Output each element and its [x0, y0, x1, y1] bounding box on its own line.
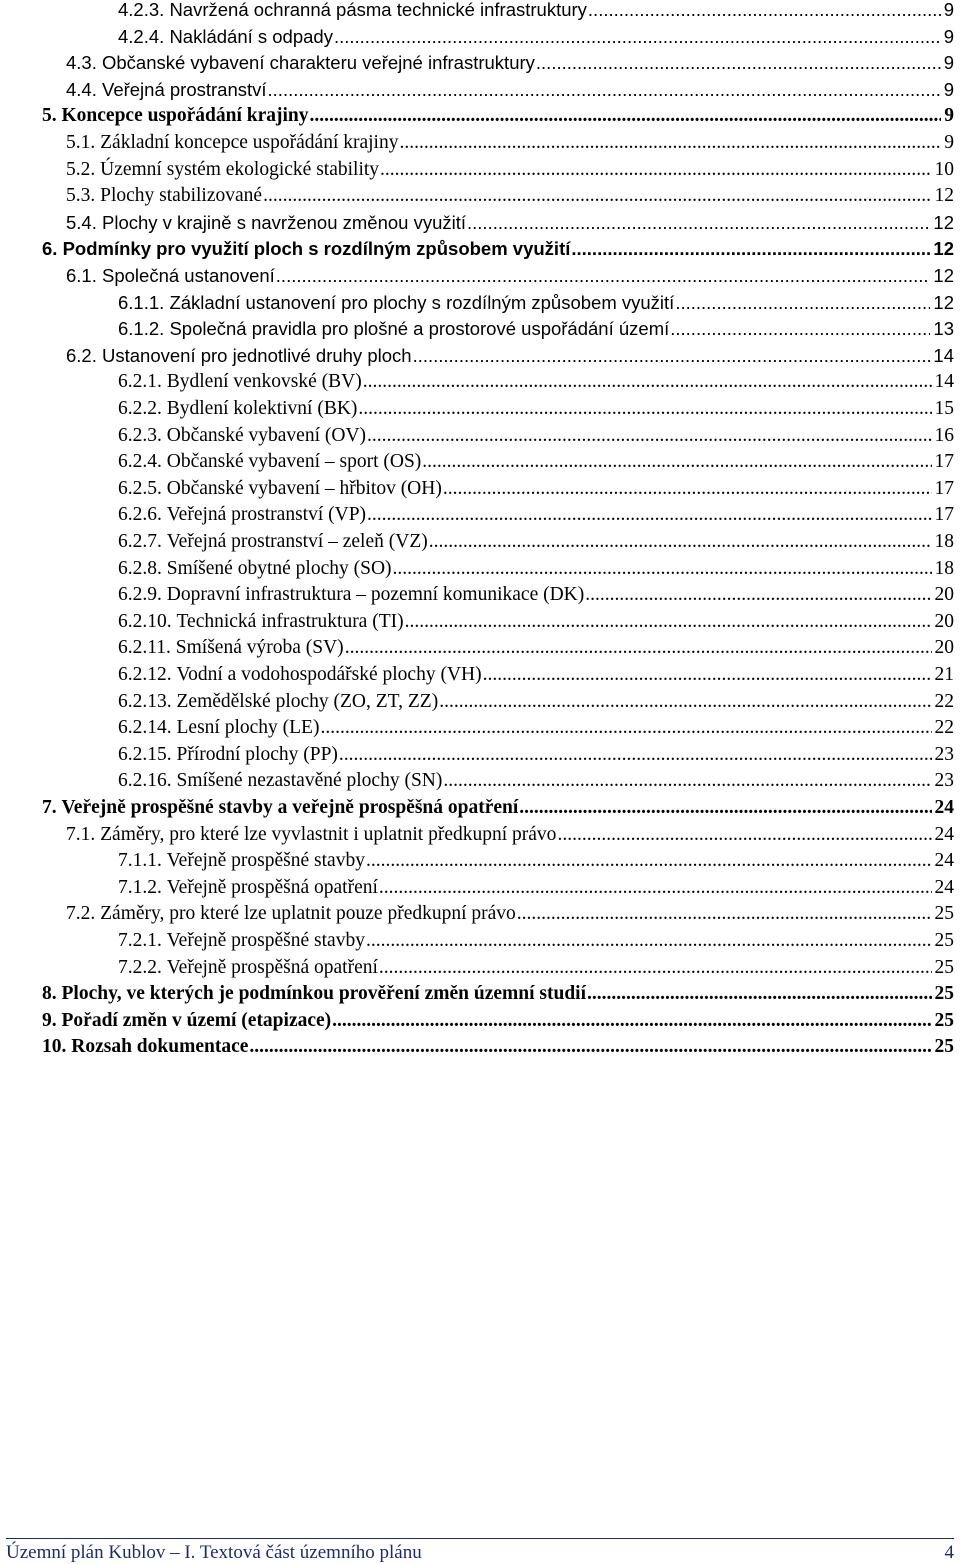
toc-entry-title: Lesní plochy (LE): [176, 717, 320, 739]
toc-entry-number: 6.2.2.: [118, 398, 167, 419]
toc-entry-page: 9: [944, 105, 954, 127]
toc-dot-leader: [334, 24, 941, 51]
toc-entry-number: 4.2.4.: [118, 25, 170, 47]
toc-entry-number: 4.2.3.: [118, 0, 170, 20]
toc-entry-page: 10: [934, 158, 954, 180]
toc-entry[interactable]: [0, 369, 960, 396]
toc-entry-page: 17: [934, 451, 954, 473]
toc-entry-page: 16: [934, 424, 954, 446]
toc-entry[interactable]: [0, 103, 960, 130]
toc-entry-page: 12: [933, 291, 954, 313]
toc-entry-number: 7.2.: [66, 903, 101, 925]
toc-entry[interactable]: [0, 901, 960, 928]
toc-entry-title: Občanské vybavení – hřbitov (OH): [166, 477, 442, 499]
toc-dot-leader: [405, 609, 932, 636]
toc-dot-leader: [367, 502, 931, 529]
toc-entry[interactable]: [0, 24, 960, 51]
toc-entry-number: 6.2.6.: [118, 504, 167, 526]
toc-entry-title: Veřejně prospěšná opatření: [166, 956, 378, 978]
toc-entry-page: 12: [934, 185, 954, 207]
toc-entry-title: Záměry, pro které lze uplatnit pouze předkupní právo: [100, 903, 516, 925]
toc-entry[interactable]: [0, 529, 960, 556]
toc-entry-page: 14: [934, 371, 954, 393]
toc-entry-title: Nakládání s odpady: [169, 25, 333, 47]
toc-dot-leader: [483, 662, 932, 689]
toc-entry[interactable]: [0, 582, 960, 609]
toc-entry-number: 6.2.1.: [118, 371, 167, 393]
toc-entry[interactable]: [0, 502, 960, 529]
toc-entry-page: 24: [934, 797, 954, 818]
toc-entry-page: 9: [943, 25, 954, 47]
toc-entry-page: 25: [934, 903, 954, 925]
toc-entry-number: 6.2.11.: [118, 637, 176, 659]
toc-entry[interactable]: [0, 183, 960, 210]
toc-entry-page: 25: [934, 930, 954, 951]
toc-dot-leader: [366, 848, 932, 875]
toc-dot-leader: [379, 955, 932, 982]
toc-entry-title: Rozsah dokumentace: [71, 1036, 249, 1058]
toc-dot-leader: [310, 103, 942, 130]
toc-entry[interactable]: [0, 715, 960, 742]
toc-entry[interactable]: [0, 316, 960, 343]
toc-entry-number: 6.2.14.: [118, 717, 177, 739]
toc-entry-title: Veřejně prospěšné stavby: [166, 930, 365, 951]
toc-entry-number: 6.: [42, 238, 63, 260]
toc-entry[interactable]: [0, 875, 960, 902]
toc-entry-number: 6.2.7.: [118, 531, 167, 552]
toc-entry[interactable]: [0, 130, 960, 157]
toc-entry-page: 18: [934, 557, 954, 579]
toc-entry-title: Smíšená výroba (SV): [175, 637, 344, 659]
page-footer: [0, 1536, 960, 1564]
footer-page-number: 4: [944, 1542, 954, 1563]
toc-entry-title: Koncepce uspořádání krajiny: [61, 105, 309, 127]
toc-entry-title: Občanské vybavení – sport (OS): [166, 451, 422, 473]
toc-entry-number: 6.2.5.: [118, 477, 167, 499]
toc-entry-number: 4.4.: [66, 78, 102, 100]
toc-dot-leader: [263, 183, 931, 210]
toc-entry-title: Smíšené nezastavěné plochy (SN): [176, 770, 443, 792]
toc-dot-leader: [379, 875, 932, 902]
toc-entry-number: 7.: [42, 797, 62, 818]
toc-entry-title: Navržená ochranná pásma technické infrastruktury: [169, 0, 587, 20]
toc-dot-leader: [332, 1008, 931, 1035]
toc-entry-number: 6.1.2.: [118, 318, 170, 340]
toc-entry-title: Občanské vybavení charakteru veřejné infrastruktury: [102, 52, 535, 74]
toc-entry-number: 6.2.12.: [118, 664, 177, 685]
toc-entry[interactable]: [0, 928, 960, 955]
toc-entry-number: 6.2.3.: [118, 424, 167, 446]
toc-entry-page: 20: [934, 637, 954, 659]
toc-dot-leader: [345, 635, 932, 662]
toc-entry[interactable]: [0, 236, 960, 263]
toc-entry-page: 25: [934, 1009, 954, 1031]
toc-entry-number: 6.2.9.: [118, 584, 167, 606]
toc-dot-leader: [339, 742, 932, 769]
toc-entry-number: 7.2.2.: [118, 956, 167, 978]
toc-entry-page: 13: [933, 318, 954, 340]
toc-entry-title: Občanské vybavení (OV): [166, 424, 367, 446]
toc-entry-number: 7.1.2.: [118, 876, 167, 898]
toc-dot-leader: [367, 423, 931, 450]
toc-entry-number: 7.2.1.: [118, 930, 167, 951]
toc-entry-number: 6.2.15.: [118, 743, 177, 765]
toc-entry-title: Územní systém ekologické stability: [100, 158, 380, 180]
toc-entry-page: 23: [934, 743, 954, 765]
toc-entry-title: Vodní a vodohospodářské plochy (VH): [176, 664, 482, 685]
footer-text: Územní plán Kublov – I. Textová část územního plánu: [6, 1542, 422, 1563]
toc-entry[interactable]: [0, 955, 960, 982]
toc-entry-title: Společná ustanovení: [102, 265, 275, 286]
toc-entry[interactable]: [0, 556, 960, 583]
toc-entry-page: 15: [934, 398, 954, 419]
toc-dot-leader: [585, 582, 931, 609]
toc-entry-title: Základní ustanovení pro plochy s rozdílným způsobem využití: [169, 291, 675, 313]
toc-entry-page: 24: [934, 850, 954, 872]
toc-dot-leader: [536, 50, 941, 77]
toc-entry-title: Pořadí změn v území (etapizace): [61, 1009, 332, 1031]
toc-entry[interactable]: [0, 263, 960, 290]
toc-dot-leader: [587, 981, 931, 1008]
toc-entry-page: 25: [934, 956, 954, 978]
toc-entry-title: Veřejně prospěšné stavby: [166, 850, 365, 872]
toc-entry-page: 9: [943, 0, 954, 20]
toc-entry-number: 6.2.4.: [118, 451, 167, 473]
toc-dot-leader: [519, 795, 931, 822]
toc-entry-page: 9: [943, 78, 954, 100]
toc-entry[interactable]: [0, 290, 960, 317]
toc-dot-leader: [413, 343, 931, 370]
toc-entry-number: 5.: [42, 105, 62, 127]
toc-entry-number: 6.1.: [66, 265, 102, 286]
toc-dot-leader: [380, 157, 931, 184]
toc-entry[interactable]: [0, 768, 960, 795]
toc-entry-title: Plochy, ve kterých je podmínkou prověření změn územní studií: [61, 983, 587, 1005]
toc-entry[interactable]: [0, 396, 960, 423]
toc-entry-page: 25: [934, 983, 954, 1005]
toc-entry[interactable]: [0, 822, 960, 849]
toc-entry[interactable]: [0, 662, 960, 689]
toc-entry-number: 6.2.10.: [118, 610, 177, 632]
toc-entry-page: 24: [934, 876, 954, 898]
toc-entry-page: 14: [933, 344, 954, 366]
toc-entry-number: 8.: [42, 983, 62, 1005]
toc-entry-title: Společná pravidla pro plošné a prostorové uspořádání území: [169, 318, 670, 340]
toc-dot-leader: [443, 476, 932, 503]
toc-entry-title: Veřejná prostranství (VP): [166, 504, 367, 526]
toc-entry[interactable]: [0, 449, 960, 476]
toc-entry-page: 9: [943, 52, 954, 74]
toc-entry-page: 12: [933, 265, 954, 286]
toc-entry-title: Bydlení venkovské (BV): [166, 371, 362, 393]
toc-entry-page: 25: [934, 1036, 954, 1058]
toc-entry-title: Přírodní plochy (PP): [176, 743, 338, 765]
toc-entry-title: Ustanovení pro jednotlivé druhy ploch: [102, 344, 412, 366]
toc-entry-page: 24: [934, 823, 954, 845]
toc-entry-page: 22: [934, 690, 954, 712]
toc-dot-leader: [276, 263, 931, 290]
toc-entry[interactable]: [0, 157, 960, 184]
toc-entry[interactable]: [0, 476, 960, 503]
toc-dot-leader: [366, 928, 932, 955]
toc-entry[interactable]: [0, 210, 960, 237]
toc-entry[interactable]: [0, 795, 960, 822]
toc-entry-number: 6.2.16.: [118, 770, 177, 792]
toc-dot-leader: [393, 556, 932, 583]
toc-entry-page: 20: [934, 584, 954, 606]
toc-entry[interactable]: [0, 423, 960, 450]
toc-entry-title: Bydlení kolektivní (BK): [166, 398, 358, 419]
toc-dot-leader: [517, 901, 932, 928]
footer-rule: [6, 1538, 954, 1539]
toc-dot-leader: [422, 449, 931, 476]
toc-entry-number: 6.2.8.: [118, 557, 167, 579]
toc-entry-number: 7.1.: [66, 823, 101, 845]
toc-entry-title: Záměry, pro které lze vyvlastnit i uplatnit předkupní právo: [100, 823, 557, 845]
toc-entry-page: 17: [934, 477, 954, 499]
toc-dot-leader: [571, 236, 930, 263]
toc-entry-title: Veřejná prostranství: [102, 78, 267, 100]
toc-entry[interactable]: [0, 609, 960, 636]
toc-entry[interactable]: [0, 0, 960, 24]
toc-entry-number: 4.3.: [66, 52, 102, 74]
toc-entry-title: Veřejně prospěšné stavby a veřejně prospěšná opatření: [61, 797, 519, 818]
toc-entry[interactable]: [0, 848, 960, 875]
toc-entry[interactable]: [0, 635, 960, 662]
toc-entry-number: 7.1.1.: [118, 850, 167, 872]
toc-entry[interactable]: [0, 343, 960, 370]
toc-entry[interactable]: [0, 689, 960, 716]
toc-entry-number: 5.3.: [66, 185, 101, 207]
toc-entry-number: 6.1.1.: [118, 291, 170, 313]
toc-dot-leader: [443, 768, 931, 795]
toc-entry-title: Podmínky pro využití ploch s rozdílným způsobem využití: [62, 238, 571, 260]
toc-entry-number: 5.1.: [66, 132, 101, 153]
toc-dot-leader: [439, 689, 931, 716]
toc-dot-leader: [675, 290, 930, 317]
toc-entry-page: 22: [934, 717, 954, 739]
toc-dot-leader: [429, 529, 932, 556]
toc-entry-title: Základní koncepce uspořádání krajiny: [100, 132, 399, 153]
toc-entry[interactable]: [0, 1008, 960, 1035]
toc-entry[interactable]: [0, 742, 960, 769]
toc-entry[interactable]: [0, 77, 960, 104]
toc-entry-page: 12: [933, 211, 954, 233]
toc-entry-number: 6.2.13.: [118, 690, 177, 712]
toc-dot-leader: [363, 369, 932, 396]
toc-entry-number: 9.: [42, 1009, 62, 1031]
toc-entry-title: Dopravní infrastruktura – pozemní komunikace (DK): [166, 584, 585, 606]
toc-entry-page: 12: [933, 238, 954, 260]
toc-entry[interactable]: [0, 50, 960, 77]
toc-dot-leader: [557, 822, 931, 849]
toc-entry-title: Veřejně prospěšná opatření: [166, 876, 378, 898]
toc-entry-number: 10.: [42, 1036, 72, 1058]
toc-dot-leader: [249, 1034, 931, 1061]
toc-entry-page: 20: [934, 610, 954, 632]
toc-entry-title: Veřejná prostranství – zeleň (VZ): [166, 531, 428, 552]
toc-entry-number: 6.2.: [66, 344, 102, 366]
toc-entry-page: 17: [934, 504, 954, 526]
toc-entry[interactable]: [0, 1034, 960, 1061]
toc-dot-leader: [268, 77, 941, 104]
toc-dot-leader: [588, 0, 941, 24]
toc-entry-page: 21: [934, 664, 954, 685]
toc-entry-title: Plochy stabilizované: [100, 185, 263, 207]
toc-dot-leader: [399, 130, 941, 157]
toc-dot-leader: [467, 210, 930, 237]
toc-entry-title: Plochy v krajině s navrženou změnou využití: [102, 211, 467, 233]
toc-entry-title: Zemědělské plochy (ZO, ZT, ZZ): [176, 690, 439, 712]
toc-entry-title: Smíšené obytné plochy (SO): [166, 557, 392, 579]
toc-entry[interactable]: [0, 981, 960, 1008]
toc-dot-leader: [320, 715, 931, 742]
toc-dot-leader: [670, 316, 930, 343]
toc-entry-page: 9: [944, 132, 954, 153]
toc-entry-page: 23: [934, 770, 954, 792]
toc-entry-number: 5.2.: [66, 158, 101, 180]
toc-entry-number: 5.4.: [66, 211, 102, 233]
toc-dot-leader: [358, 396, 931, 423]
toc-entry-title: Technická infrastruktura (TI): [176, 610, 404, 632]
toc-entry-page: 18: [934, 531, 954, 552]
